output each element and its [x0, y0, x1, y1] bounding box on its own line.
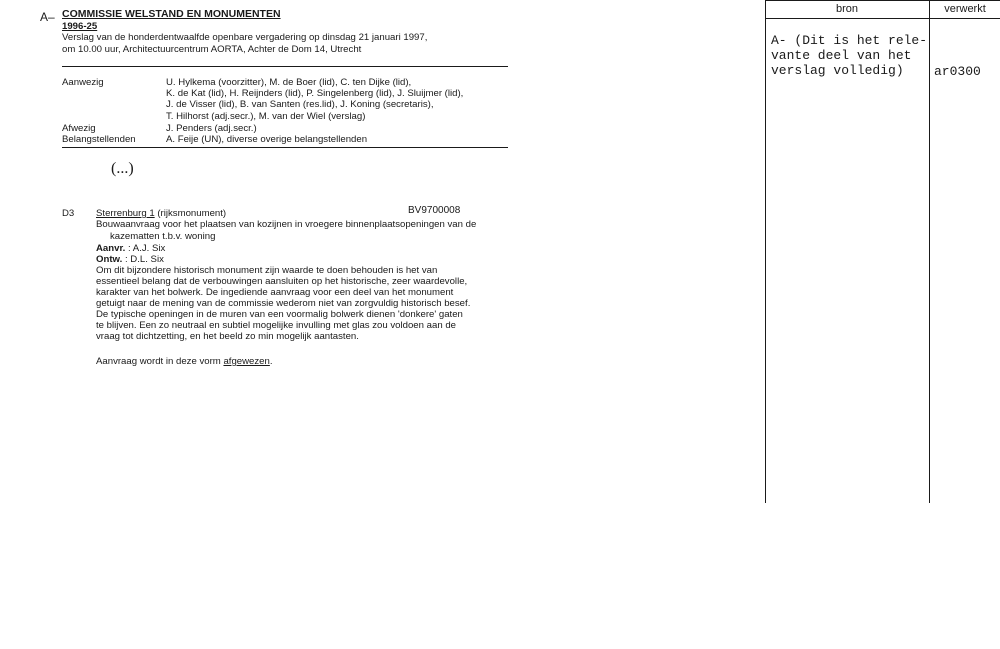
item-line-2: kazematten t.b.v. woning [110, 231, 216, 242]
column-header-source: bron [835, 3, 859, 15]
designer-label: Ontw. [96, 254, 123, 265]
absent-value: J. Penders (adj.secr.) [166, 123, 257, 134]
divider-top [62, 66, 508, 67]
present-line-2: K. de Kat (lid), H. Reijnders (lid), P. Singelenberg (lid), J. Sluijmer (lid), [166, 88, 464, 99]
decision-line [96, 356, 273, 368]
form-top-border [765, 0, 1000, 1]
decision-word: afgewezen [223, 356, 270, 367]
source-note-line-1: A- (Dit is het rele- [771, 33, 928, 48]
item-reference: BV9700008 [408, 205, 461, 216]
item-title-link: Sterrenburg 1 [96, 208, 155, 219]
body-line-5: De typische openingen in de muren van een voormalig bolwerk dienen 'donkere' gaten [96, 309, 463, 320]
processed-code: ar0300 [934, 64, 981, 79]
designer-value: : D.L. Six [122, 254, 164, 265]
intro-line-1: Verslag van de honderdentwaalfde openbare vergadering op dinsdag 21 januari 1997, [62, 32, 428, 43]
item-title-rest: (rijksmonument) [154, 208, 227, 219]
intro-line-2: om 10.00 uur, Architectuurcentrum AORTA, Achter de Dom 14, Utrecht [62, 44, 362, 55]
body-line-7: vraag tot dichtzetting, en het beeld zo min mogelijk aantasten. [96, 331, 359, 342]
applicant-row [96, 243, 165, 255]
present-line-1: U. Hylkema (voorzitter), M. de Boer (lid), C. ten Dijke (lid), [166, 77, 412, 88]
stakeholders-value: A. Feije (UN), diverse overige belangstellenden [166, 134, 368, 145]
absent-label: Afwezig [62, 123, 96, 134]
body-line-6: te blijven. Een zo neutraal en subtiel mogelijke invulling met glas zou voldoen aan de [96, 320, 456, 331]
column-header-processed: verwerkt [944, 3, 986, 15]
present-line-4: T. Hilhorst (adj.secr.), M. van der Wiel (verslag) [166, 111, 366, 122]
body-line-2: essentieel belang dat de verbouwingen aansluiten op het historische, zeer waardevolle, [96, 276, 468, 287]
item-line-1: Bouwaanvraag voor het plaatsen van kozijnen in vroegere binnenplaatsopeningen van de [96, 219, 477, 230]
committee-heading: COMMISSIE WELSTAND EN MONUMENTEN [62, 8, 281, 20]
item-title [96, 208, 226, 220]
designer-row [96, 254, 164, 266]
body-line-4: getuigt naar de mening van de commissie wederom niet van zorgvuldig historisch besef. [96, 298, 471, 309]
section-marker: A– [40, 10, 55, 24]
decision-prefix: Aanvraag wordt in deze vorm [96, 356, 224, 367]
body-line-3: karakter van het bolwerk. De ingediende aanvraag voor een deel van het monument [96, 287, 454, 298]
body-line-1: Om dit bijzondere historisch monument zijn waarde te doen behouden is het van [96, 265, 438, 276]
present-line-3: J. de Visser (lid), B. van Santen (res.lid), J. Koning (secretaris), [166, 99, 434, 110]
present-label: Aanwezig [62, 77, 104, 88]
stakeholders-label: Belangstellenden [62, 134, 136, 145]
form-header-underline [765, 18, 1000, 19]
form-left-border [765, 0, 766, 503]
omission-ellipsis: (...) [111, 160, 134, 177]
item-code: D3 [62, 208, 75, 219]
decision-suffix: . [269, 356, 273, 367]
form-column-divider [929, 0, 930, 503]
source-note-line-2: vante deel van het [771, 48, 912, 63]
applicant-value: : A.J. Six [125, 243, 166, 254]
divider-bottom [62, 147, 508, 148]
report-number: 1996-25 [62, 21, 98, 32]
applicant-label: Aanvr. [96, 243, 126, 254]
source-note-line-3: verslag volledig) [771, 63, 904, 78]
